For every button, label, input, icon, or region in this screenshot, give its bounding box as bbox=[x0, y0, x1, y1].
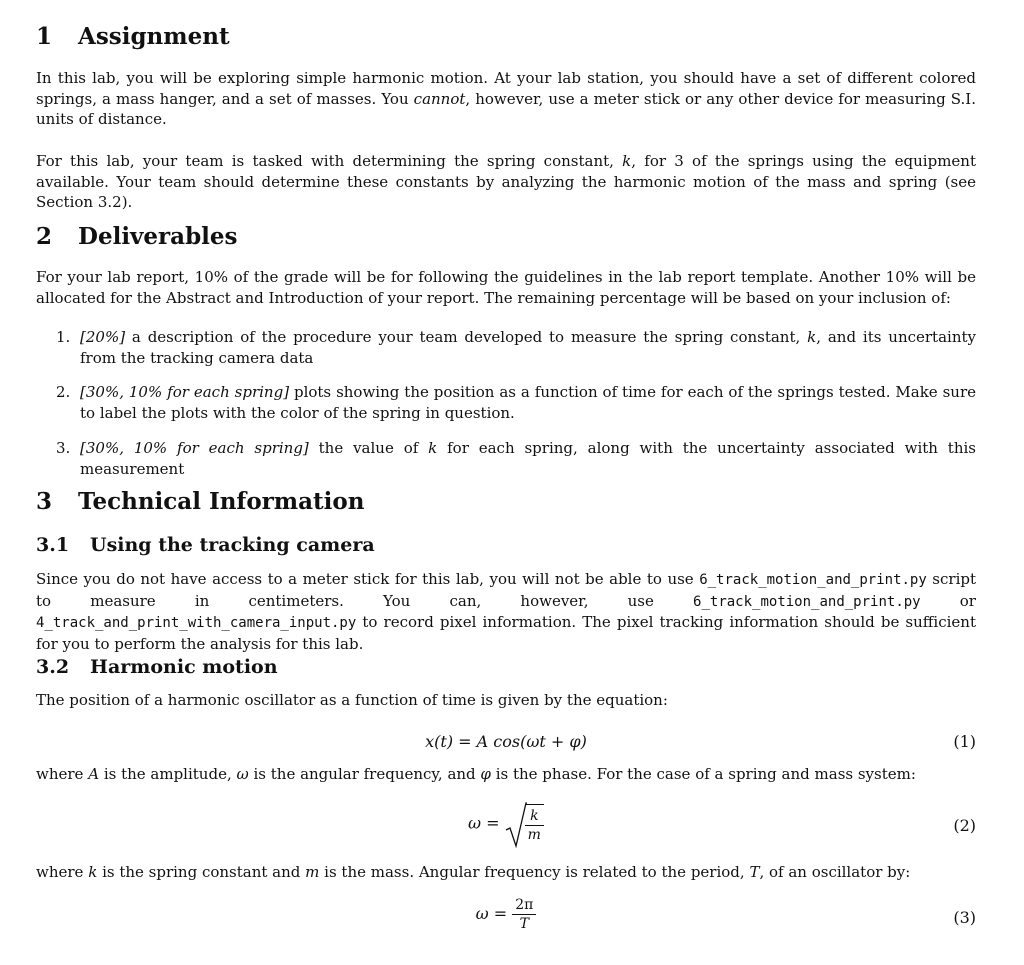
equation-3-denominator: T bbox=[519, 916, 529, 932]
equation-2-lhs: ω = bbox=[468, 813, 500, 833]
deliverable-item: 2. [30%, 10% for each spring] plots showing the position as a function of time for each of the springs tested. Make sure to label the plots with the color of the spring in question. bbox=[56, 383, 976, 422]
equation-3-number: (3) bbox=[953, 908, 976, 927]
subsection-3-1-paragraph: Since you do not have access to a meter stick for this lab, you will not be able to use 6_track_motion_and_print.py script to measure in centimeters. You can, however, use 6_track_motion_and_print.py or 4_track_and_print_with_camera_input.py to record pixel information. The pixel tracking information should be sufficient for you to perform the analysis for this lab. bbox=[36, 570, 976, 653]
square-root bbox=[505, 804, 544, 844]
section-2-paragraph: For your lab report, 10% of the grade will be for following the guidelines in the lab report template. Another 10% will be allocated for the Abstract and Introduction of your report. The remaining percentage will be based on your inclusion of: bbox=[36, 268, 976, 307]
section-1-paragraph-1: In this lab, you will be exploring simple harmonic motion. At your lab station, you should have a set of different colored springs, a mass hanger, and a set of masses. You cannot, however, use a meter stick or any other device for measuring S.I. units of distance. bbox=[36, 69, 976, 129]
equation-1-number: (1) bbox=[953, 732, 976, 751]
equation-2-number: (2) bbox=[953, 816, 976, 835]
subsection-3-2-heading: 3.2 Harmonic motion bbox=[36, 656, 278, 678]
equation-1-body: x(t) = A cos(ωt + φ) bbox=[425, 732, 587, 751]
section-1-heading: 1 Assignment bbox=[36, 23, 230, 50]
equation-2-numerator: k bbox=[525, 807, 544, 826]
subsection-3-2-intro: The position of a harmonic oscillator as a function of time is given by the equation: bbox=[36, 691, 668, 709]
equation-3 bbox=[36, 896, 976, 940]
deliverable-item: 3. [30%, 10% for each spring] the value of k for each spring, along with the uncertainty associated with this measurement bbox=[56, 439, 976, 478]
equation-2-explanation: where k is the spring constant and m is the mass. Angular frequency is related to the period, T, of an oscillator by: bbox=[36, 863, 911, 881]
equation-1-explanation: where A is the amplitude, ω is the angular frequency, and φ is the phase. For the case of a spring and mass system: bbox=[36, 765, 916, 783]
radical-sign bbox=[505, 802, 527, 848]
equation-3-numerator: 2π bbox=[512, 896, 536, 915]
subsection-3-1-heading: 3.1 Using the tracking camera bbox=[36, 534, 375, 556]
section-3-heading: 3 Technical Information bbox=[36, 488, 365, 515]
equation-2-denominator: m bbox=[527, 827, 541, 843]
equation-2 bbox=[36, 800, 976, 852]
section-2-heading: 2 Deliverables bbox=[36, 223, 238, 250]
section-1-paragraph-2: For this lab, your team is tasked with determining the spring constant, k, for 3 of the springs using the equipment available. Your team should determine these constants by analyzing the harmonic motion of the mass and spring (see Section 3.2). bbox=[36, 152, 976, 212]
equation-1 bbox=[36, 732, 976, 754]
equation-3-lhs: ω = bbox=[475, 904, 508, 923]
deliverable-item: 1. [20%] a description of the procedure your team developed to measure the spring constant, k, and its uncertainty from the tracking camera data bbox=[56, 328, 976, 367]
